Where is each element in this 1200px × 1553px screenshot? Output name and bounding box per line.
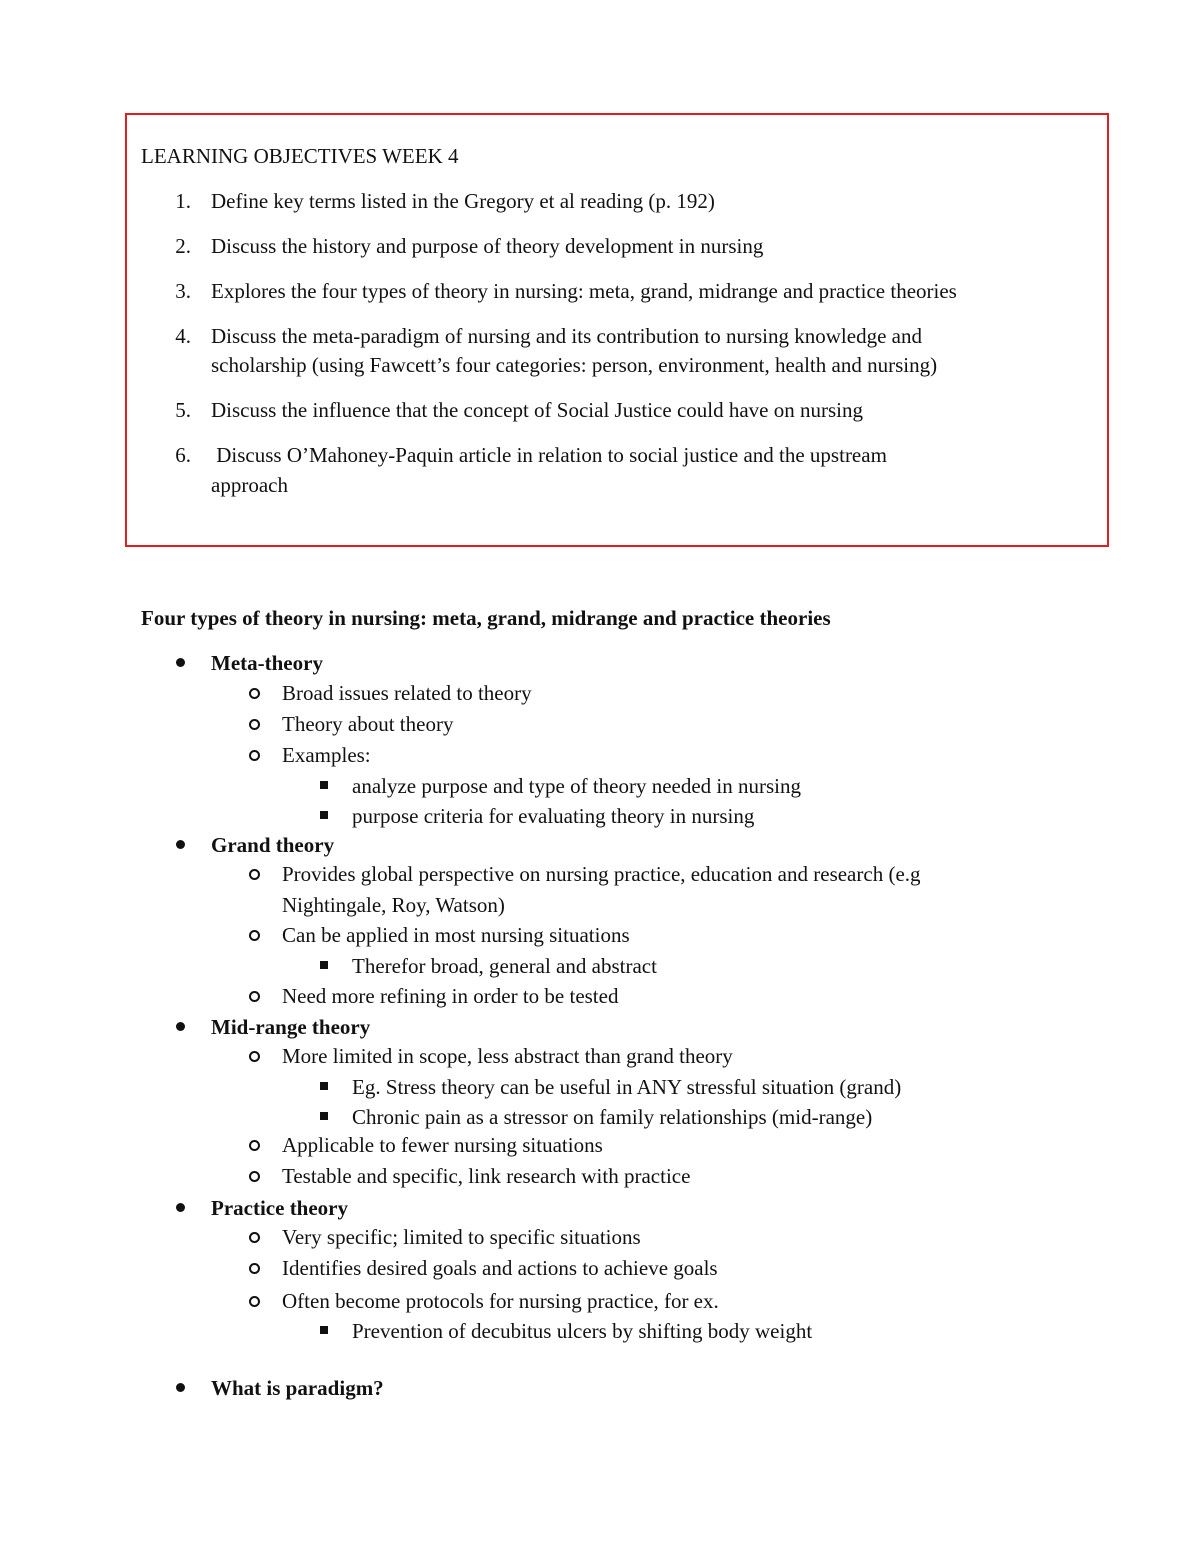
circle-bullet-icon xyxy=(249,1296,260,1307)
disc-bullet-icon xyxy=(176,1203,185,1212)
objective-number: 2. xyxy=(175,234,191,258)
objective-number: 3. xyxy=(175,279,191,303)
square-bullet-icon xyxy=(320,1326,328,1334)
circle-bullet-icon xyxy=(249,1232,260,1243)
mid-range-theory-title: Mid-range theory xyxy=(211,1015,371,1039)
disc-bullet-icon xyxy=(176,1022,185,1031)
objective-number: 1. xyxy=(175,189,191,213)
circle-bullet-icon xyxy=(249,719,260,730)
objective-number: 5. xyxy=(175,398,191,422)
list-item: Applicable to fewer nursing situations xyxy=(282,1133,603,1157)
meta-theory-title: Meta-theory xyxy=(211,651,323,675)
paradigm-question: What is paradigm? xyxy=(211,1376,384,1400)
list-item: Can be applied in most nursing situations xyxy=(282,923,630,947)
list-item: Testable and specific, link research with practice xyxy=(282,1164,691,1188)
grand-theory-title: Grand theory xyxy=(211,833,335,857)
objective-text: Discuss the history and purpose of theory development in nursing xyxy=(211,234,764,258)
objective-text: scholarship (using Fawcett’s four categories: person, environment, health and nursing) xyxy=(211,353,938,377)
square-bullet-icon xyxy=(320,1112,328,1120)
list-item: Identifies desired goals and actions to achieve goals xyxy=(282,1256,718,1280)
circle-bullet-icon xyxy=(249,991,260,1002)
list-item: Prevention of decubitus ulcers by shifting body weight xyxy=(352,1319,813,1343)
list-item: Very specific; limited to specific situations xyxy=(282,1225,641,1249)
disc-bullet-icon xyxy=(176,840,185,849)
list-item: Chronic pain as a stressor on family relationships (mid-range) xyxy=(352,1105,873,1129)
objective-text: Discuss the meta-paradigm of nursing and its contribution to nursing knowledge and xyxy=(211,324,922,348)
list-item: Eg. Stress theory can be useful in ANY stressful situation (grand) xyxy=(352,1075,902,1099)
list-item: Provides global perspective on nursing practice, education and research (e.g xyxy=(282,862,921,886)
square-bullet-icon xyxy=(320,961,328,969)
list-item: purpose criteria for evaluating theory in nursing xyxy=(352,804,755,828)
objective-text: approach xyxy=(211,473,288,497)
objective-number: 6. xyxy=(175,443,191,467)
square-bullet-icon xyxy=(320,811,328,819)
objective-text: Define key terms listed in the Gregory et al reading (p. 192) xyxy=(211,189,715,213)
objective-number: 4. xyxy=(175,324,191,348)
list-item: Therefor broad, general and abstract xyxy=(352,954,657,978)
list-item: Need more refining in order to be tested xyxy=(282,984,619,1008)
section-heading: Four types of theory in nursing: meta, grand, midrange and practice theories xyxy=(141,606,831,630)
objective-text: Explores the four types of theory in nursing: meta, grand, midrange and practice theories xyxy=(211,279,957,303)
disc-bullet-icon xyxy=(176,1383,185,1392)
circle-bullet-icon xyxy=(249,750,260,761)
circle-bullet-icon xyxy=(249,688,260,699)
square-bullet-icon xyxy=(320,781,328,789)
practice-theory-title: Practice theory xyxy=(211,1196,349,1220)
circle-bullet-icon xyxy=(249,930,260,941)
list-item: Often become protocols for nursing practice, for ex. xyxy=(282,1289,719,1313)
circle-bullet-icon xyxy=(249,1263,260,1274)
list-item: More limited in scope, less abstract than grand theory xyxy=(282,1044,733,1068)
circle-bullet-icon xyxy=(249,869,260,880)
list-item: Theory about theory xyxy=(282,712,454,736)
objective-text: Discuss O’Mahoney-Paquin article in relation to social justice and the upstream xyxy=(211,443,887,467)
objectives-title: LEARNING OBJECTIVES WEEK 4 xyxy=(141,144,459,168)
list-item: Nightingale, Roy, Watson) xyxy=(282,893,505,917)
objective-text: Discuss the influence that the concept of Social Justice could have on nursing xyxy=(211,398,863,422)
list-item: Broad issues related to theory xyxy=(282,681,532,705)
square-bullet-icon xyxy=(320,1082,328,1090)
circle-bullet-icon xyxy=(249,1140,260,1151)
circle-bullet-icon xyxy=(249,1171,260,1182)
circle-bullet-icon xyxy=(249,1051,260,1062)
list-item: Examples: xyxy=(282,743,371,767)
list-item: analyze purpose and type of theory needed in nursing xyxy=(352,774,802,798)
disc-bullet-icon xyxy=(176,658,185,667)
